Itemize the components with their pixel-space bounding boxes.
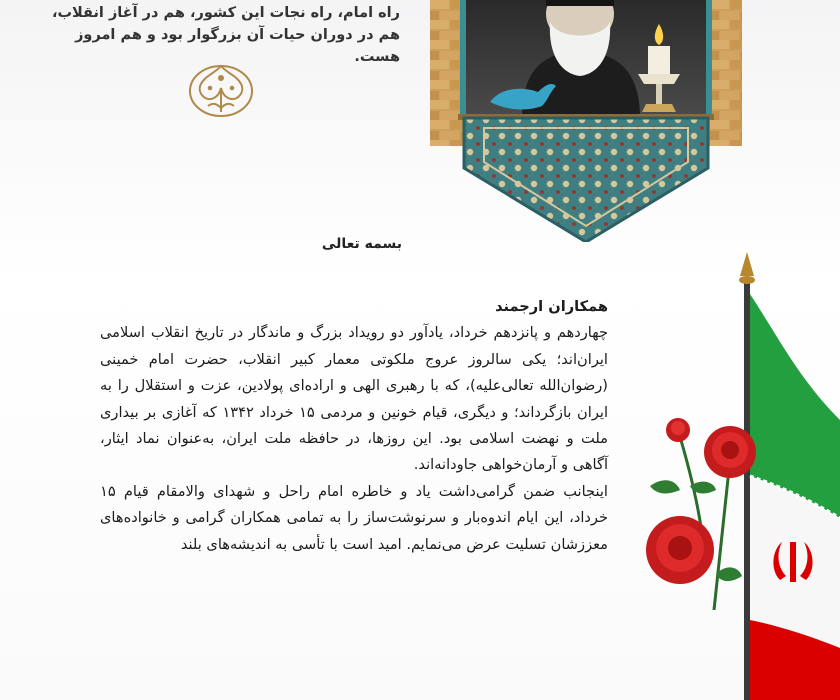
- quote-line-1: راه امام، راه نجات این کشور، هم در آغاز انقلاب،: [51, 5, 400, 21]
- letter-paragraph-2: اینجانب ضمن گرامی‌داشت یاد و خاطره امام راحل و شهدای والامقام قیام ۱۵ خرداد، این ایام اندوه‌بار و سرنوشت‌ساز را به تمامی همکاران گرامی و خانواده‌های معززشان تسلیت عرض می‌نمایم. امید است با تأسی به اندیشه‌های بلند: [100, 482, 608, 553]
- portrait-window-illustration: [430, 0, 742, 242]
- letter-addressee: همکاران ارجمند: [495, 298, 608, 315]
- quote-line-2: هم در دوران حیات آن بزرگوار بود و هم امروز هست.: [75, 27, 400, 65]
- iran-flag-illustration: [630, 250, 840, 700]
- ornament-icon: [186, 58, 256, 120]
- letter-paragraph-1: چهاردهم و پانزدهم خرداد، یادآور دو رویداد بزرگ و ماندگار در تاریخ انقلاب اسلامی ایران‌اند؛ یکی سالروز عروج ملکوتی معمار کبیر انقلاب، حضرت امام خمینی (رضوان‌الله تعالی‌علیه)، که با رهبری الهی و اراده‌ای پولادین، عزت و استقلال را به ایران بازگرداند؛ و دیگری، قیام خونین و مردمی ۱۵ خرداد ۱۳۴۲ که آغازی بر بیداری ملت و نهضت اسلامی بود. این روزها، در حافظه ملت ایران، به‌عنوان نماد ایثار، آگاهی و آرمان‌خواهی جاودانه‌اند.: [100, 324, 608, 474]
- letter-body: [100, 294, 608, 558]
- salutation: بسمه تعالی: [321, 236, 402, 252]
